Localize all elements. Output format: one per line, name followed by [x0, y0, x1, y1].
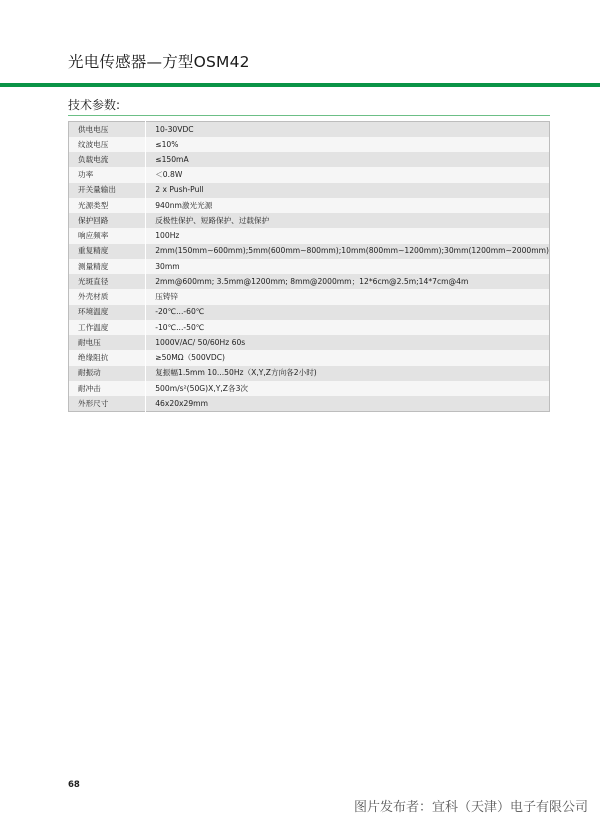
spec-label: 开关量输出 [69, 183, 146, 198]
spec-label: 外壳材质 [69, 289, 146, 304]
spec-label: 供电电压 [69, 122, 146, 137]
table-row [69, 320, 550, 335]
spec-label: 纹波电压 [69, 137, 146, 152]
spec-value: ≤150mA [146, 152, 550, 167]
spec-value: 2mm@600mm; 3.5mm@1200mm; 8mm@2000mm；12*6cm@2.5m;14*7cm@4m [146, 274, 550, 289]
table-row [69, 122, 550, 137]
spec-label: 负载电流 [69, 152, 146, 167]
spec-label: 响应频率 [69, 228, 146, 243]
spec-value: 10-30VDC [146, 122, 550, 137]
table-row [69, 305, 550, 320]
spec-label: 重复精度 [69, 244, 146, 259]
spec-label: 工作温度 [69, 320, 146, 335]
spec-value: 复振幅1.5mm 10...50Hz（X,Y,Z方向各2小时) [146, 366, 550, 381]
table-row [69, 289, 550, 304]
table-row [69, 167, 550, 182]
spec-label: 光源类型 [69, 198, 146, 213]
table-row [69, 183, 550, 198]
spec-value: 46x20x29mm [146, 396, 550, 411]
spec-label: 耐振动 [69, 366, 146, 381]
table-row [69, 366, 550, 381]
table-row [69, 274, 550, 289]
spec-value: 940nm激光光源 [146, 198, 550, 213]
section-divider [68, 115, 550, 116]
table-row [69, 152, 550, 167]
table-row [69, 396, 550, 411]
table-row [69, 213, 550, 228]
publisher-credit: 图片发布者：宜科（天津）电子有限公司 [353, 800, 588, 815]
table-row [69, 381, 550, 396]
spec-label: 功率 [69, 167, 146, 182]
table-row [69, 228, 550, 243]
spec-label: 外形尺寸 [69, 396, 146, 411]
spec-value: 压铸锌 [146, 289, 550, 304]
header-divider [0, 83, 600, 87]
spec-value: -10℃...-50℃ [146, 320, 550, 335]
table-row [69, 198, 550, 213]
page-number: 68 [68, 780, 80, 790]
table-row [69, 335, 550, 350]
table-row [69, 137, 550, 152]
table-row [69, 244, 550, 259]
spec-table [68, 121, 550, 412]
page-title: 光电传感器—方型OSM42 [68, 53, 250, 71]
spec-value: 反极性保护、短路保护、过载保护 [146, 213, 550, 228]
spec-label: 耐电压 [69, 335, 146, 350]
spec-label: 耐冲击 [69, 381, 146, 396]
spec-label: 环境温度 [69, 305, 146, 320]
spec-value: -20℃...-60℃ [146, 305, 550, 320]
spec-label: 测量精度 [69, 259, 146, 274]
spec-label: 光斑直径 [69, 274, 146, 289]
spec-value: 2mm(150mm~600mm);5mm(600mm~800mm);10mm(800mm~1200mm);30mm(1200mm~2000mm) [146, 244, 550, 259]
spec-value: 2 x Push-Pull [146, 183, 550, 198]
spec-value: ≥50MΩ（500VDC) [146, 350, 550, 365]
spec-value: ＜0.8W [146, 167, 550, 182]
spec-label: 绝缘阻抗 [69, 350, 146, 365]
section-title: 技术参数: [68, 98, 121, 112]
spec-label: 保护回路 [69, 213, 146, 228]
spec-value: 30mm [146, 259, 550, 274]
spec-value: 500m/s²(50G)X,Y,Z各3次 [146, 381, 550, 396]
table-row [69, 259, 550, 274]
spec-value: 100Hz [146, 228, 550, 243]
table-row [69, 350, 550, 365]
spec-value: 1000V/AC/ 50/60Hz 60s [146, 335, 550, 350]
spec-value: ≤10% [146, 137, 550, 152]
